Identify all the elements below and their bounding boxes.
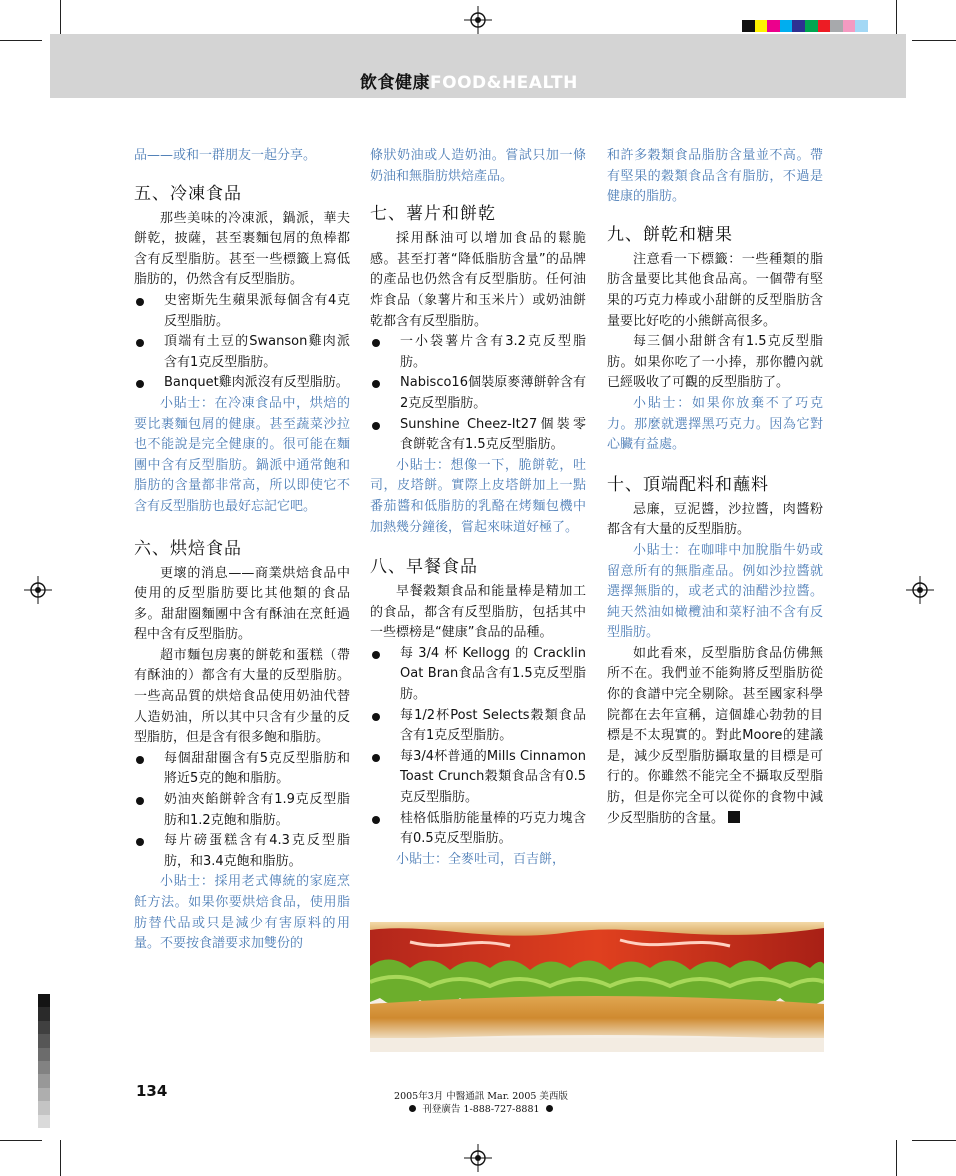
sandwich-photo [370, 922, 824, 1052]
footer-line-2-row [393, 1103, 569, 1116]
bullet-item: 每3/4杯Kellogg的Cracklin Oat Bran食品含有1.5克反型脂肪。 [370, 644, 586, 706]
grayscale-swatch [38, 1074, 50, 1087]
section-title [360, 68, 578, 93]
bullet-item: 頂端有土豆的Swanson雞肉派含有1克反型脂肪。 [134, 332, 350, 373]
text-column-2 [370, 146, 586, 870]
grayscale-swatch [38, 1101, 50, 1114]
bullet-item: 每3/4杯普通的Mills Cinnamon Toast Crunch穀類食品含有0.5克反型脂肪。 [370, 747, 586, 809]
calibration-swatch [843, 20, 856, 32]
color-calibration-bar [742, 20, 881, 32]
calibration-swatch [780, 20, 793, 32]
grayscale-swatch [38, 1115, 50, 1128]
grayscale-swatch [38, 1048, 50, 1061]
bullet-dot-icon [409, 1105, 416, 1112]
text-column-3 [607, 146, 823, 829]
bullet-item: 每1/2杯Post Selects穀類食品含有1克反型脂肪。 [370, 706, 586, 747]
paragraph: 品——或和一群朋友一起分享。 [134, 148, 317, 163]
paragraph: 那些美味的冷凍派，鍋派，華夫餅乾，披薩，甚至裹麵包屑的魚棒都含有反型脂肪。甚至一些標籤上寫低脂肪的，仍然含有反型脂肪。 [134, 210, 350, 288]
grayscale-swatch [38, 1088, 50, 1101]
section-title-zh: 飲食健康 [360, 73, 430, 93]
bullet-item: Nabisco16個裝原麥薄餅幹含有2克反型脂肪。 [370, 373, 586, 414]
registration-mark-icon [464, 1144, 492, 1172]
section-title-en: FOOD&HEALTH [430, 73, 578, 93]
grayscale-swatch [38, 1034, 50, 1047]
grayscale-swatch [38, 994, 50, 1007]
grayscale-swatch [38, 1021, 50, 1034]
calibration-swatch [792, 20, 805, 32]
closing-text: 如此看來，反型脂肪食品仿佛無所不在。我們並不能夠將反型脂肪從你的食譜中完全剔除。甚至國家科學院都在去年宣稱，這個雄心勃勃的目標是不太現實的。對此Moore的建議是，減少反型脂肪攝取量的目標是可行的。你雖然不能完全不攝取反型脂肪，但是你完全可以從你的食物中減少反型脂肪的含量。 [607, 645, 823, 826]
page-number: 134 [136, 1082, 168, 1100]
bullet-item: 史密斯先生蘋果派每個含有4克反型脂肪。 [134, 291, 350, 332]
section-heading: 九、餅乾和糖果 [607, 224, 733, 245]
paragraph: 採用酥油可以增加食品的鬆脆感。甚至打著“降低脂肪含量”的品牌的產品也仍然含有反型脂肪。任何油炸食品（象薯片和玉米片）或奶油餅乾都含有反型脂肪。 [370, 231, 586, 329]
paragraph: 忌廉，豆泥醬，沙拉醬，肉醬粉都含有大量的反型脂肪。 [607, 501, 823, 538]
crop-mark [0, 1140, 42, 1141]
calibration-swatch [855, 20, 868, 32]
text-column-1 [134, 146, 350, 955]
registration-mark-icon [906, 576, 934, 604]
bullet-item: 桂格低脂肪能量棒的巧克力塊含有0.5克反型脂肪。 [370, 809, 586, 850]
calibration-swatch [805, 20, 818, 32]
crop-mark [912, 1140, 956, 1141]
paragraph: 早餐穀類食品和能量棒是精加工的食品，都含有反型脂肪，包括其中一些標榜是“健康”食品的品種。 [370, 584, 586, 641]
section-heading: 六、烘焙食品 [134, 538, 242, 559]
paragraph: 更壞的消息——商業烘焙食品中使用的反型脂肪要比其他類的食品多。甜甜圈麵團中含有酥油在烹飪過程中含有反型脂肪。 [134, 565, 350, 643]
calibration-swatch [818, 20, 831, 32]
footer [393, 1090, 569, 1116]
crop-mark [912, 40, 956, 41]
paragraph: 每三個小甜餅含有1.5克反型脂肪。如果你吃了一小捧，那你體內就已經吸收了可觀的反型脂肪了。 [607, 334, 823, 391]
end-mark-icon [728, 811, 740, 823]
paragraph: 超市麵包房裏的餅乾和蛋糕（帶有酥油的）都含有大量的反型脂肪。一些高品質的烘焙食品使用奶油代替人造奶油，所以其中只含有少量的反型脂肪，但是含有很多飽和脂肪。 [134, 647, 350, 746]
bullet-item: 每個甜甜圈含有5克反型脂肪和將近5克的飽和脂肪。 [134, 749, 350, 790]
tip-paragraph: 小貼士：採用老式傳統的家庭烹飪方法。如果你要烘焙食品，使用脂肪替代品或只是減少有害原料的用量。不要按食譜要求加雙份的 [134, 874, 350, 952]
tip-paragraph: 小貼士：在咖啡中加脫脂牛奶或留意所有的無脂產品。例如沙拉醬就選擇無脂的，或老式的油醋沙拉醬。純天然油如橄欖油和菜籽油不含有反型脂肪。 [607, 542, 823, 641]
bullet-item: Banquet雞肉派沒有反型脂肪。 [134, 373, 350, 394]
calibration-swatch [767, 20, 780, 32]
bullet-item: 奶油夾餡餅幹含有1.9克反型脂肪和1.2克飽和脂肪。 [134, 790, 350, 831]
crop-mark [0, 40, 42, 41]
registration-mark-icon [24, 576, 52, 604]
calibration-swatch [830, 20, 843, 32]
grayscale-swatch [38, 1007, 50, 1020]
section-heading: 八、早餐食品 [370, 557, 478, 578]
bullet-item: Sunshine Cheez-It27個裝零食餅乾含有1.5克反型脂肪。 [370, 415, 586, 456]
tip-paragraph: 小貼士：如果你放棄不了巧克力。那麼就選擇黑巧克力。因為它對心臟有益處。 [607, 395, 823, 453]
section-heading: 十、頂端配料和蘸料 [607, 474, 769, 495]
paragraph [607, 644, 823, 829]
paragraph: 注意看一下標籤：一些種類的脂肪含量要比其他食品高。一個帶有堅果的巧克力棒或小甜餅的反型脂肪含量要比好吃的小熊餅高很多。 [607, 251, 823, 329]
registration-mark-icon [464, 6, 492, 34]
tip-paragraph: 小貼士：想像一下，脆餅乾，吐司，皮塔餅。實際上皮塔餅加上一點番茄醬和低脂肪的乳酪在烤麵包機中加熱幾分鐘後，嘗起來味道好極了。 [370, 457, 586, 535]
section-heading: 七、薯片和餅乾 [370, 204, 496, 225]
bullet-dot-icon [546, 1105, 553, 1112]
bullet-item: 一小袋薯片含有3.2克反型脂肪。 [370, 332, 586, 373]
footer-line-2: 刊登廣告 1-888-727-8881 [422, 1104, 540, 1115]
calibration-swatch [755, 20, 768, 32]
calibration-swatch [868, 20, 881, 32]
grayscale-swatch [38, 1061, 50, 1074]
paragraph: 和許多穀類食品脂肪含量並不高。帶有堅果的穀類食品含有脂肪，不過是健康的脂肪。 [607, 148, 823, 205]
tip-paragraph: 小貼士：在冷凍食品中，烘焙的要比裹麵包屑的健康。甚至蔬菜沙拉也不能說是完全健康的。很可能在麵團中含有反型脂肪。鍋派中通常飽和脂肪的含量都非常高，所以即使它不含有反型脂肪也最好忘記它吧。 [134, 395, 350, 514]
paragraph: 條狀奶油或人造奶油。嘗試只加一條奶油和無脂肪烘焙產品。 [370, 148, 586, 184]
footer-line-1: 2005年3月 中醫通訊 Mar. 2005 美西版 [394, 1091, 568, 1102]
calibration-swatch [742, 20, 755, 32]
grayscale-calibration-strip [38, 994, 50, 1128]
bullet-item: 每片磅蛋糕含有4.3克反型脂肪，和3.4克飽和脂肪。 [134, 831, 350, 872]
tip-paragraph: 小貼士：全麥吐司，百吉餅， [396, 851, 566, 867]
crop-mark [896, 1140, 897, 1176]
section-heading: 五、冷凍食品 [134, 183, 242, 204]
crop-mark [60, 1140, 61, 1176]
